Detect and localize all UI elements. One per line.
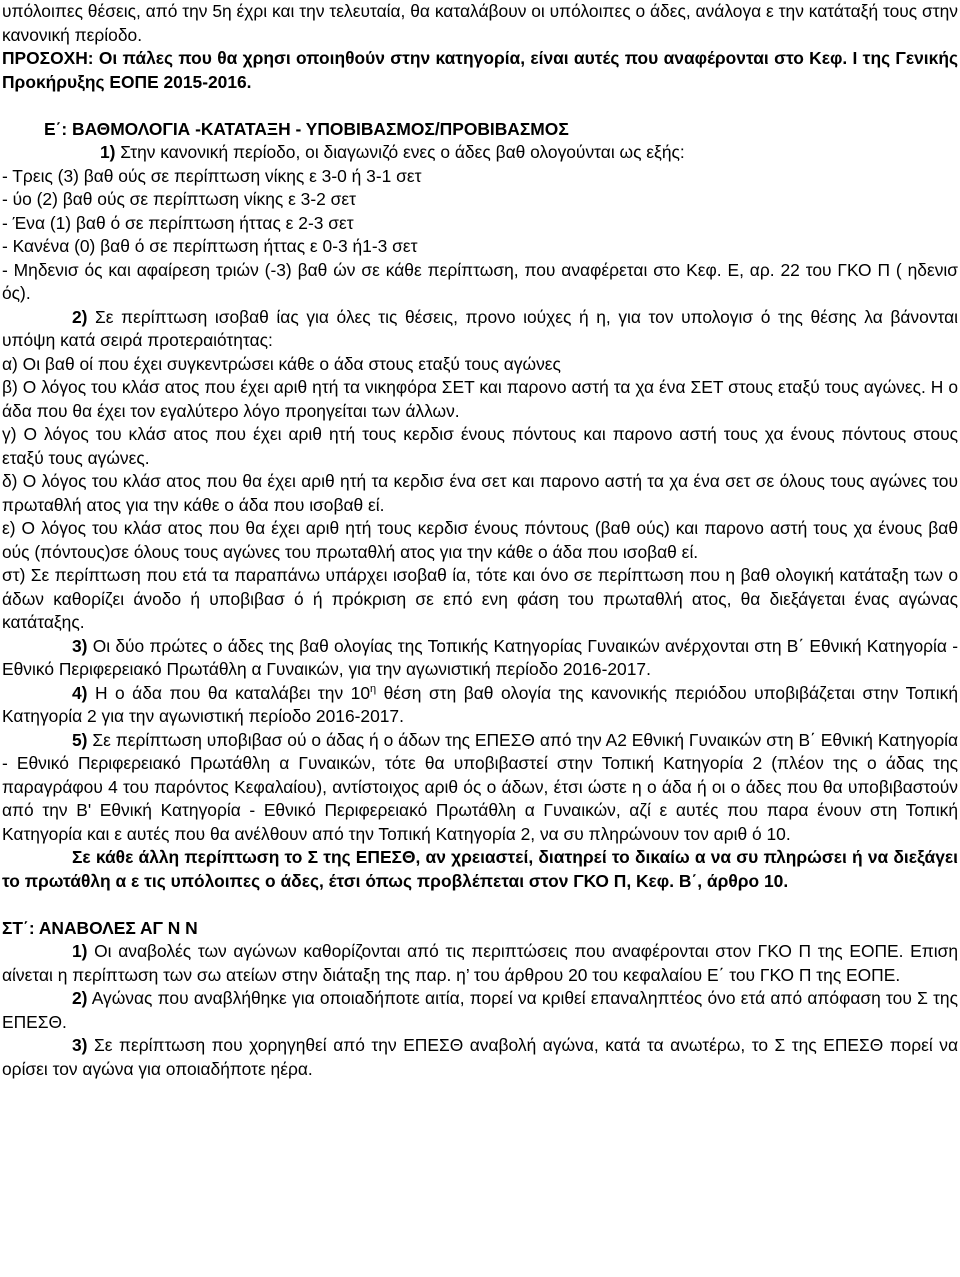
section-e-heading: Ε΄: ΒΑΘΜΟΛΟΓΙΑ -ΚΑΤΑΤΑΞΗ - ΥΠΟΒΙΒΑΣΜΟΣ/ΠΡΟΒΙΒΑΣΜΟΣ xyxy=(44,118,569,139)
tiebreak-criterion: α) Οι βαθ οί που έχει συγκεντρώσει κάθε ο άδα στους εταξύ τους αγώνες xyxy=(2,353,561,374)
section-e-paragraph-4 xyxy=(2,682,958,729)
paragraph-text: Σε περίπτωση υποβιβασ ού ο άδας ή ο άδων της ΕΠΕΣΘ από την Α2 Εθνική Γυναικών στη Β΄ Εθνική Κατηγορία - Εθνικό Περιφερειακό Πρωτάθλη α Γυναικών, τότε θα υποβιβαστεί στην Τοπική Κατηγορία 2 (πλέον της ο άδας της παραγράφου 4 του παρόντος Κεφαλαίου), αντίστοιχος αριθ ός ο άδων, έτσι ώστε η ο άδα ή οι ο άδες που θα υποβιβαστούν από την Β' Εθνική Κατηγορία - Εθνικό Περιφερειακό Πρωτάθλη α Γυναικών, αζί ε αυτές που παρα ένουν στη Τοπική Κατηγορία και ε αυτές που θα ανέλθουν από την Τοπική Κατηγορία 2, να συ πληρώνουν τον αριθ ό 10. xyxy=(2,729,958,844)
spacer xyxy=(2,94,958,118)
attention-note: ΠΡΟΣΟΧΗ: Οι πάλες που θα χρησι οποιηθούν στην κατηγορία, είναι αυτές που αναφέρονται στο Κεφ. Ι της Γενικής Προκήρυξης ΕΟΠΕ 2015-2016. xyxy=(2,48,958,92)
paragraph-text: Σε περίπτωση που χορηγηθεί από την ΕΠΕΣΘ αναβολή αγώνα, κατά τα ανωτέρω, το Σ της ΕΠΕΣΘ πορεί να ορίσει τον αγώνα για οποιαδήποτε ηέρα. xyxy=(2,1035,958,1079)
paragraph-text: Στην κανονική περίοδο, οι διαγωνιζό ενες ο άδες βαθ ολογούνται ως εξής: xyxy=(115,142,685,162)
section-st-paragraph-2 xyxy=(2,987,958,1034)
section-e-paragraph-1 xyxy=(2,141,958,165)
superscript-ordinal: η xyxy=(370,682,377,695)
paragraph-number: 5) xyxy=(72,729,88,750)
paragraph-number: 1) xyxy=(72,941,88,961)
paragraph-text: Οι αναβολές των αγώνων καθορίζονται από τις περιπτώσεις που αναφέρονται στον ΓΚΟ Π της ΕΟΠΕ. Επιση αίνεται η περίπτωση των σω ατείων στην διάταξη της παρ. η’ του άρθρου 20 του κεφαλαίου Ε΄ του ΓΚΟ Π της ΕΟΠΕ. xyxy=(2,941,958,985)
section-e-paragraph-3 xyxy=(2,635,958,682)
section-e-paragraph-2 xyxy=(2,306,958,353)
tiebreak-criterion: γ) Ο λόγος του κλάσ ατος που έχει αριθ ητή τους κερδισ ένους πόντους και παρονο αστή τους χα ένους πόντους στους εταξύ τους αγώνες. xyxy=(2,424,958,468)
tiebreak-criterion: β) Ο λόγος του κλάσ ατος που έχει αριθ ητή τα νικηφόρα ΣΕΤ και παρονο αστή τα χα ένα ΣΕΤ στους εταξύ τους αγώνες. Η ο άδα που θα έχει τον εγαλύτερο λόγο προηγείται των άλλων. xyxy=(2,377,958,421)
paragraph-text: θέση στη βαθ ολογία της κανονικής περιόδου υποβιβάζεται στην Τοπική Κατηγορία 2 για την αγωνιστική περίοδο 2016-2017. xyxy=(2,682,958,726)
section-st-paragraph-1 xyxy=(2,940,958,987)
intro-line: υπόλοιπες θέσεις, από την 5η έχρι και την τελευταία, θα καταλάβουν οι υπόλοιπες ο άδες, ανάλογα ε την κατάταξή τους στην κανονική περίοδο. xyxy=(2,1,958,45)
tiebreak-criterion: δ) Ο λόγος του κλάσ ατος που θα έχει αριθ ητή τα κερδισ ένα σετ και παρονο αστή τα χα ένα σετ σε όλους τους αγώνες του πρωταθλή ατος για την κάθε ο άδα που ισοβαθ εί. xyxy=(2,471,958,515)
point-rule: - Μηδενισ ός και αφαίρεση τριών (-3) βαθ ών σε κάθε περίπτωση, που αναφέρεται στο Κεφ. Ε, αρ. 22 του ΓΚΟ Π ( ηδενισ ός). xyxy=(2,259,958,303)
tiebreak-criterion: ε) Ο λόγος του κλάσ ατος που θα έχει αριθ ητή τους κερδισ ένους πόντους (βαθ ούς) και παρονο αστή τους χα ένους βαθ ούς (πόντους)σε όλους τους αγώνες του πρωταθλή ατος για την κάθε ο άδα που ισοβαθ εί. xyxy=(2,518,958,562)
section-st-paragraph-3 xyxy=(2,1034,958,1081)
paragraph-text: Οι δύο πρώτες ο άδες της βαθ ολογίας της Τοπικής Κατηγορίας Γυναικών ανέρχονται στη Β΄ Εθνική Κατηγορία - Εθνικό Περιφερειακό Πρωτάθλη α Γυναικών, για την αγωνιστική περίοδο 2016-2017. xyxy=(2,635,958,679)
closing-statement: Σε κάθε άλλη περίπτωση το Σ της ΕΠΕΣΘ, αν χρειαστεί, διατηρεί το δικαίω α να συ πληρώσει ή να διεξάγει το πρωτάθλη α ε τις υπόλοιπες ο άδες, έτσι όπως προβλέπεται στον ΓΚΟ Π, Κεφ. Β΄, άρθρο 10. xyxy=(2,847,958,891)
paragraph-number: 1) xyxy=(100,142,116,162)
paragraph-number: 4) xyxy=(72,682,88,703)
point-rule: - Κανένα (0) βαθ ό σε περίπτωση ήττας ε 0-3 ή1-3 σετ xyxy=(2,236,418,256)
point-rule: - Τρεις (3) βαθ ούς σε περίπτωση νίκης ε 3-0 ή 3-1 σετ xyxy=(2,165,422,186)
paragraph-number: 2) xyxy=(72,988,88,1008)
point-rule: - ύο (2) βαθ ούς σε περίπτωση νίκης ε 3-2 σετ xyxy=(2,189,356,209)
paragraph-text: Η ο άδα που θα καταλάβει την 10 xyxy=(87,682,371,703)
paragraph-number: 2) xyxy=(72,306,88,327)
point-rule: - Ένα (1) βαθ ό σε περίπτωση ήττας ε 2-3 σετ xyxy=(2,212,354,233)
paragraph-number: 3) xyxy=(72,635,88,656)
tiebreak-criterion: στ) Σε περίπτωση που ετά τα παραπάνω υπάρχει ισοβαθ ία, τότε και όνο σε περίπτωση που η βαθ ολογική κατάταξη των ο άδων καθορίζει άνοδο ή υποβιβασ ό ή πρόκριση σε επό ενη φάση του πρωταθλή ατος, θα διεξάγεται ένας αγώνας κατάταξης. xyxy=(2,565,958,632)
paragraph-text: Σε περίπτωση ισοβαθ ίας για όλες τις θέσεις, προνο ιούχες ή η, για τον υπολογισ ό της θέσης λα βάνονται υπόψη κατά σειρά προτεραιότητας: xyxy=(2,306,958,350)
paragraph-number: 3) xyxy=(72,1035,88,1055)
spacer xyxy=(2,893,958,917)
section-e-paragraph-5 xyxy=(2,729,958,847)
paragraph-text: Αγώνας που αναβλήθηκε για οποιαδήποτε αιτία, πορεί να κριθεί επαναληπτέος όνο ετά από απόφαση του Σ της ΕΠΕΣΘ. xyxy=(2,988,958,1032)
section-st-heading: ΣΤ΄: ΑΝΑΒΟΛΕΣ ΑΓ Ν Ν xyxy=(2,917,198,938)
